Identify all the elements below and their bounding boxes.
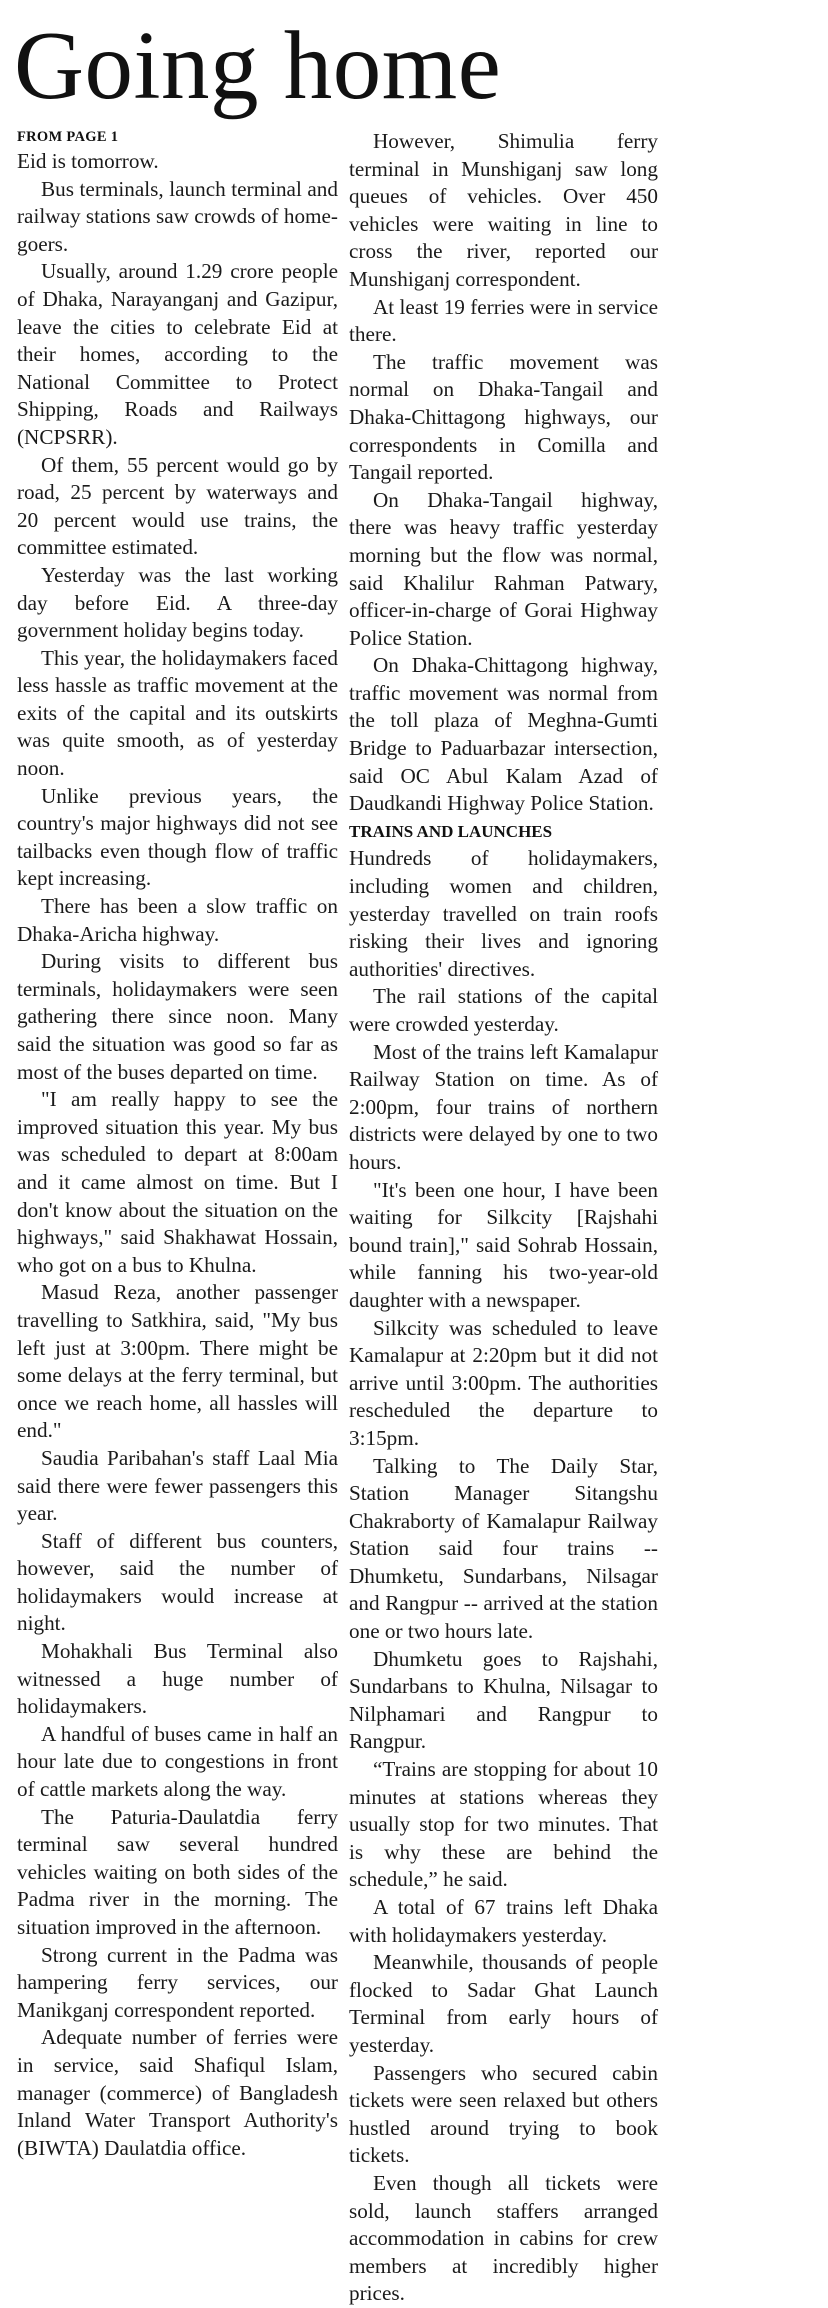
- article-paragraph: On Dhaka-Chittagong highway, traffic movement was normal from the toll plaza of Meghna-Gumti Bridge to Paduarbazar intersection, said OC Abul Kalam Azad of Daudkandi Highway Police Station.: [349, 653, 658, 816]
- article-paragraph: "It's been one hour, I have been waiting for Silkcity [Rajshahi bound train]," said Sohrab Hossain, while fanning his two-year-old daughter with a newspaper.: [349, 1177, 658, 1312]
- article-paragraph: Strong current in the Padma was hampering ferry services, our Manikganj correspondent reported.: [17, 1942, 338, 2022]
- article-paragraph: Eid is tomorrow.: [17, 149, 159, 173]
- article-paragraph: Most of the trains left Kamalapur Railway Station on time. As of 2:00pm, four trains of northern districts were delayed by one to two hours.: [349, 1039, 658, 1174]
- article-paragraph: However, Shimulia ferry terminal in Munshiganj saw long queues of vehicles. Over 450 vehicles were waiting in line to cross the river, reported our Munshiganj correspondent.: [349, 129, 658, 291]
- article-paragraph: "I am really happy to see the improved situation this year. My bus was scheduled to depart at 8:00am and it came almost on time. But I don't know about the situation on the highways," said Shakhawat Hossain, who got on a bus to Khulna.: [17, 1087, 338, 1277]
- article-paragraph: Masud Reza, another passenger travelling to Satkhira, said, "My bus left just at 3:00pm. There might be some delays at the ferry terminal, but once we reach home, all hassles will end.": [17, 1280, 338, 1443]
- article-paragraph: Staff of different bus counters, however, said the number of holidaymakers would increase at night.: [17, 1528, 338, 1636]
- right-paragraphs-top: [349, 128, 658, 818]
- article-paragraph: On Dhaka-Tangail highway, there was heavy traffic yesterday morning but the flow was normal, said Khalilur Rahman Patwary, officer-in-charge of Gorai Highway Police Station.: [349, 487, 658, 650]
- article-column-left: [17, 128, 338, 2162]
- article-paragraph: Saudia Paribahan's staff Laal Mia said there were fewer passengers this year.: [17, 1445, 338, 1526]
- article-paragraph: Passengers who secured cabin tickets were seen relaxed but others hustled around trying to book tickets.: [349, 2060, 658, 2168]
- article-paragraph: The traffic movement was normal on Dhaka-Tangail and Dhaka-Chittagong highways, our correspondents in Comilla and Tangail reported.: [349, 349, 658, 485]
- article-paragraph: Meanwhile, thousands of people flocked to Sadar Ghat Launch Terminal from early hours of yesterday.: [349, 1950, 658, 2057]
- left-paragraphs: [17, 148, 338, 2162]
- section-subhead: TRAINS AND LAUNCHES: [349, 821, 553, 841]
- article-paragraph: Even though all tickets were sold, launch staffers arranged accommodation in cabins for crew members at incredibly higher prices.: [349, 2170, 658, 2306]
- article-paragraph: During visits to different bus terminals, holidaymakers were seen gathering there since noon. Many said the situation was good so far as most of the buses departed on time.: [17, 949, 338, 1084]
- article-paragraph: A total of 67 trains left Dhaka with holidaymakers yesterday.: [349, 1895, 658, 1947]
- article-paragraph: Of them, 55 percent would go by road, 25 percent by waterways and 20 percent would use trains, the committee estimated.: [17, 452, 338, 560]
- article-paragraph: This year, the holidaymakers faced less hassle as traffic movement at the exits of the capital and its outskirts was quite smooth, as of yesterday noon.: [17, 645, 338, 781]
- article-paragraph: Mohakhali Bus Terminal also witnessed a huge number of holidaymakers.: [17, 1639, 338, 1719]
- article-paragraph: At least 19 ferries were in service there.: [349, 294, 658, 347]
- continuation-kicker: FROM PAGE 1: [17, 129, 119, 145]
- article-paragraph: Usually, around 1.29 crore people of Dhaka, Narayanganj and Gazipur, leave the cities to celebrate Eid at their homes, according to the National Committee to Protect Shipping, Roads and Railways (NCPSRR).: [17, 259, 338, 449]
- article-paragraph: There has been a slow traffic on Dhaka-Aricha highway.: [17, 894, 338, 946]
- article-paragraph: A handful of buses came in half an hour late due to congestions in front of cattle markets along the way.: [17, 1721, 338, 1802]
- article-paragraph: Hundreds of holidaymakers, including women and children, yesterday travelled on train roofs risking their lives and ignoring authorities' directives.: [349, 846, 658, 981]
- article-paragraph: Talking to The Daily Star, Station Manager Sitangshu Chakraborty of Kamalapur Railway Station said four trains -- Dhumketu, Sundarbans, Nilsagar and Rangpur -- arrived at the station one or two hours late.: [349, 1453, 658, 1644]
- article-paragraph: The rail stations of the capital were crowded yesterday.: [349, 984, 658, 1036]
- article-paragraph: Silkcity was scheduled to leave Kamalapur at 2:20pm but it did not arrive until 3:00pm. The authorities rescheduled the departure to 3:15pm.: [349, 1315, 658, 1450]
- article-paragraph: Adequate number of ferries were in service, said Shafiqul Islam, manager (commerce) of Bangladesh Inland Water Transport Authority's (BIWTA) Daulatdia office.: [17, 2025, 338, 2160]
- article-paragraph: Yesterday was the last working day before Eid. A three-day government holiday begins today.: [17, 562, 338, 643]
- article-paragraph: Unlike previous years, the country's major highways did not see tailbacks even though flow of traffic kept increasing.: [17, 783, 338, 891]
- article-column-right: [349, 128, 658, 2308]
- article-paragraph: The Paturia-Daulatdia ferry terminal saw several hundred vehicles waiting on both sides of the Padma river in the morning. The situation improved in the afternoon.: [17, 1804, 338, 1939]
- article-paragraph: “Trains are stopping for about 10 minutes at stations whereas they usually stop for two minutes. That is why these are behind the schedule,” he said.: [349, 1757, 658, 1892]
- article-paragraph: Bus terminals, launch terminal and railway stations saw crowds of home-goers.: [17, 176, 338, 256]
- headline: Going home: [14, 12, 502, 119]
- article-paragraph: Dhumketu goes to Rajshahi, Sundarbans to Khulna, Nilsagar to Nilphamari and Rangpur to Rangpur.: [349, 1646, 658, 1754]
- right-paragraphs-bottom: [349, 845, 658, 2307]
